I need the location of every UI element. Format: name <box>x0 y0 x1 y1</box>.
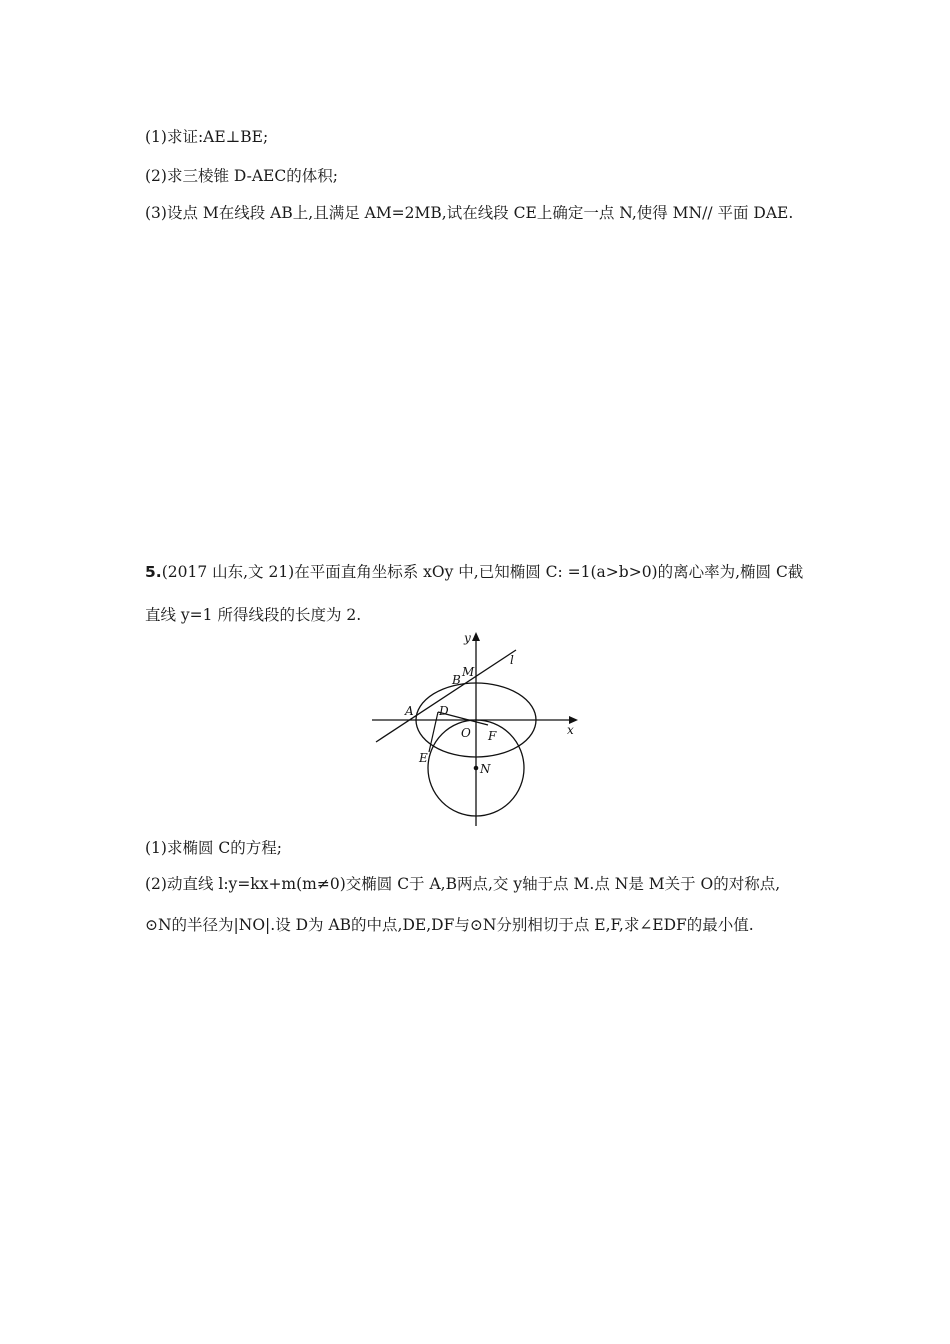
label-x: x <box>567 723 574 737</box>
q5-intro-line2: 直线 y=1 所得线段的长度为 2. <box>145 606 362 624</box>
q4-part1: (1)求证:AE⊥BE; <box>145 128 269 146</box>
label-o: O <box>461 726 471 740</box>
q5-part2-line2: ⊙N的半径为|NO|.设 D为 AB的中点,DE,DF与⊙N分别相切于点 E,F,求∠EDF的最小值. <box>145 916 754 934</box>
y-axis-arrow <box>472 632 480 641</box>
label-e: E <box>419 751 428 765</box>
label-b: B <box>452 673 461 687</box>
q5-intro-text: (2017 山东,文 21)在平面直角坐标系 xOy 中,已知椭圆 C: =1(a>b>0)的离心率为,椭圆 C截 <box>161 563 804 581</box>
label-f: F <box>488 729 497 743</box>
q4-part2: (2)求三棱锥 D-AEC的体积; <box>145 167 338 185</box>
q5-part1: (1)求椭圆 C的方程; <box>145 839 282 857</box>
label-d: D <box>439 704 449 718</box>
q5-number: 5. <box>145 563 162 581</box>
q5-intro <box>145 560 803 582</box>
q5-part2: (2)动直线 l:y=kx+m(m≠0)交椭圆 C于 A,B两点,交 y轴于点 M.点 N是 M关于 O的对称点, <box>145 875 781 893</box>
label-y: y <box>464 631 471 645</box>
label-a: A <box>405 704 414 718</box>
point-n <box>474 766 479 771</box>
label-l: l <box>510 653 514 667</box>
label-m: M <box>462 665 475 679</box>
ellipse-circle-figure <box>368 628 583 833</box>
q4-part3: (3)设点 M在线段 AB上,且满足 AM=2MB,试在线段 CE上确定一点 N,使得 MN// 平面 DAE. <box>145 204 794 222</box>
label-n: N <box>480 762 491 776</box>
